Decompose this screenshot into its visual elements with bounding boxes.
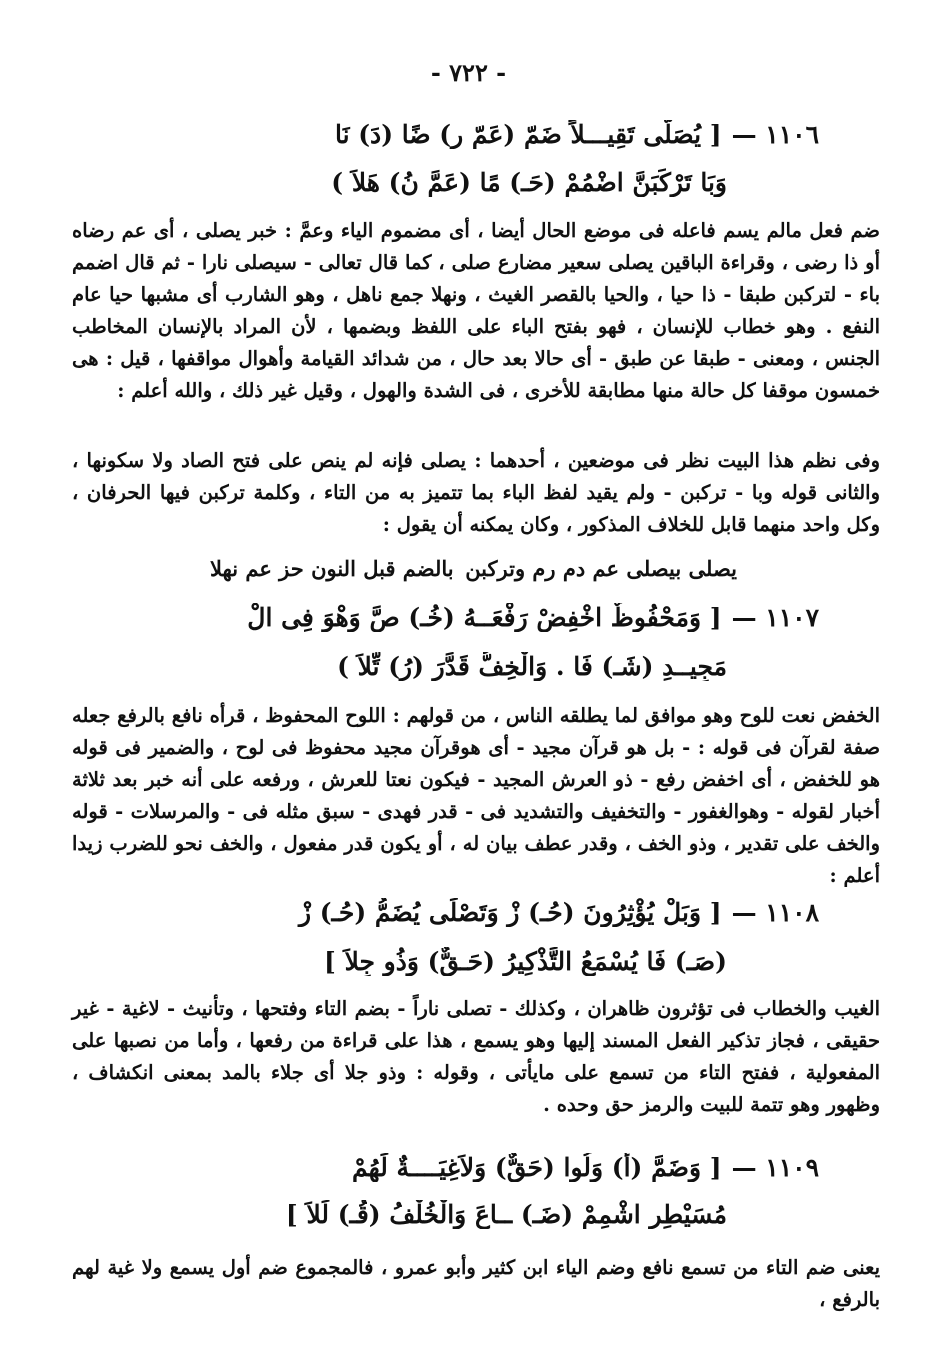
commentary-paragraph-2: وفى نظم هذا البيت نظر فى موضعين ، أحدهما : يصلى فإنه لم ينص على فتح الصاد ولا سكونها ، والثانى قوله وبا - تركبن - ولم يقيد لفظ الباء بما تتميز به من التاء ، وكلمة تركبن فيها الحرفان ، وكل واحد منهما قابل للخلاف المذكور ، وكان يمكنه أن يقول :	[72, 449, 880, 536]
verse-1108-line-2: (صَـ) فَا يُسْمَعُ التَّذْكِيرُ (حَـقٌّ) وَذُو جِلاَ ]	[324, 947, 727, 976]
commentary-paragraph-1: ضم فعل مالم يسم فاعله فى موضع الحال أيضا ، أى مضموم الياء وعمَّ : خبر يصلى ، أى عم رضاه أو ذا رضى ، وقراءة الباقين يصلى سعير مضارع صلى ، كما قال تعالى - سيصلى نارا - ثم قال اضمم باء - لتركبن طبقا - ذا حيا ، والحيا بالقصر الغيث ، ونهلا جمع ناهل ، وهو الشارب أى مشبها حيا عام النفع . وهو خطاب للإنسان ، فهو بفتح الباء على اللفظ وبضمها ، لأن المراد بالإنسان المخاطب الجنس ، ومعنى - طبقا عن طبق - أى حالا بعد حال ، من شدائد القيامة وأهوال مواقفها ، قيل : هى خمسون موقفا كل حالة منها مطابقة للأخرى ، فى الشدة والهول ، وقيل غير ذلك ، والله أعلم :	[72, 219, 880, 402]
suggested-couplet	[210, 556, 737, 581]
couplet-right-hemistich: يصلى بيصلى عم دم رم وتركبن	[465, 556, 737, 581]
verse-text: [ يُصَلَّى تَقِيـــلاً ضَمّ (عَمّ رِ) ضًا (دَ) نَا	[334, 120, 722, 149]
verse-1106-line-2: وَبَا تَرْكَبَنَّ اضْمُمْ (حَـ) مًا (عَمَّ نُ) هَلاَ )	[331, 168, 727, 197]
verse-number: ١١٠٨ —	[731, 898, 819, 927]
verse-number: ١١٠٧ —	[731, 603, 819, 632]
commentary-paragraph-5: يعنى ضم التاء من تسمع نافع وضم الياء ابن كثير وأبو عمرو ، فالمجموع ضم أول يسمع ولا غية لهم بالرفع ،	[72, 1256, 880, 1311]
verse-1109-line-2: مُسَيْطِرِ اشْمِمْ (ضَـ) ــاعَ وَالْخُلْفُ (قُـ) لِّلاَ ]	[285, 1200, 727, 1229]
verse-1109-line-1	[120, 1153, 819, 1182]
page-number: - ٧٢٢ -	[430, 58, 507, 87]
couplet-left-hemistich: بالضم قبل النون حز عم نهلا	[210, 556, 454, 581]
verse-1106-line-1	[120, 120, 819, 149]
verse-number: ١١٠٩ —	[731, 1153, 819, 1182]
verse-1107-line-1	[120, 603, 819, 632]
commentary-paragraph-3: الخفض نعت للوح وهو موافق لما يطلقه الناس ، من قولهم : اللوح المحفوظ ، قرأه نافع بالرفع جعله صفة لقرآن فى قوله : - بل هو قرآن مجيد - أى هوقرآن مجيد محفوظ فى لوح ، والضمير فى قوله هو للخفض ، أى اخفض رفع - ذو العرش المجيد - فيكون نعتا للعرش ، ورفعه على أنه خبر بعد ثلاثة أخبار لقوله - وهوالغفور - والتخفيف والتشديد فى - قدر فهدى - سبق مثله فى - والمرسلات - قوله والخف على تقدير ، وذو الخف ، وقدر عطف بيان له ، أو يكون قدر مفعول ، والخف نحو للضرب زيدا أعلم :	[72, 704, 880, 887]
verse-number: ١١٠٦ —	[731, 120, 819, 149]
verse-1108-line-1	[120, 898, 819, 927]
verse-text: [ وَمَحْفُوظٌ اخْفِضْ رَفْعَــهُ (خُـ) صَّ وَهْوَ فِى الْ	[247, 603, 722, 632]
verse-text: [ وَبَلْ يُؤْثِرُونَ (حُـ) زْ وَتَصْلَى يُضَمُّ (حُـ) زْ	[298, 898, 722, 927]
verse-1107-line-2: مَجِيــدِ (شَـ) فَا . وَالْخِفُّ قَدَّرَ (رُ) تِّلاَ )	[337, 652, 727, 681]
commentary-paragraph-4: الغيب والخطاب فى تؤثرون ظاهران ، وكذلك - تصلى ناراً - بضم التاء وفتحها ، وتأنيث - لاغية - غير حقيقى ، فجاز تذكير الفعل المسند إليها وهو يسمع ، هذا على قراءة من رفعها ، وأما من نصبها على المفعولية ، ففتح التاء من تسمع على مايأتى ، وقوله : وذو جلا أى جلاء بالمد بمعنى انكشاف ، وظهور وهو تتمة للبيت والرمز حق وحده .	[72, 997, 880, 1116]
verse-text: [ وَضَمَّ (أَ) وَلُوا (حَقٌّ) وَلاَغِيَــــةٌ لَهُمْ	[352, 1153, 722, 1182]
